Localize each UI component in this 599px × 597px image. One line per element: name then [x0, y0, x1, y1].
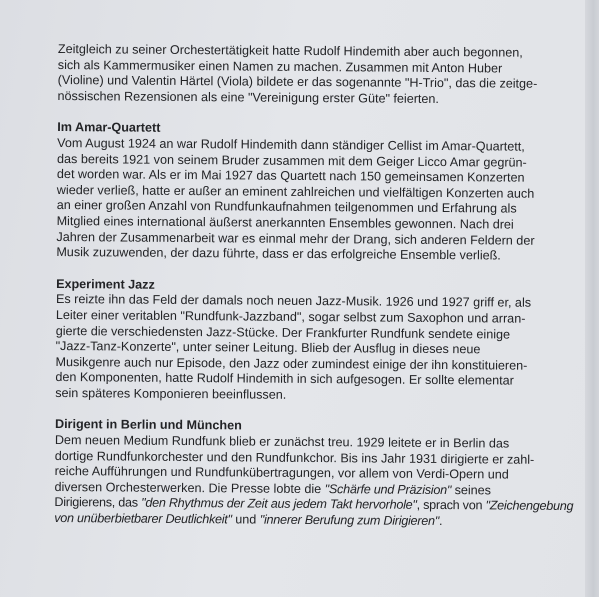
intro-paragraph — [58, 42, 558, 108]
text-segment: , sprach von — [416, 498, 486, 513]
text-segment: seines — [451, 482, 492, 498]
text-line: Musikgenre auch nur Episode, den Jazz oder zumindest einige der ihn konstituieren- — [55, 354, 528, 373]
quote-text: "den Rhythmus der Zeit aus jedem Takt hervorhole" — [141, 496, 417, 513]
text-line: an einer großen Anzahl von Rundfunkaufnahmen teilgenommen und Erfahrung als — [56, 198, 517, 216]
text-line: reiche Aufführungen und Rundfunkübertragungen, vor allem von Verdi-Opern und — [54, 464, 509, 482]
section-heading: Dirigent in Berlin und München — [54, 417, 242, 433]
quote-text: von unüberbietbarer Deutlichkeit" — [54, 511, 232, 527]
quote-text: "innerer Berufung zum Dirigieren" — [259, 512, 440, 529]
text-segment: und — [231, 512, 260, 527]
text-line: (Violine) und Valentin Härtel (Viola) bildete er das sogenannte "H-Trio", das die zeitge- — [57, 73, 538, 91]
text-line: sein späteres Komponieren beeinflussen. — [55, 385, 287, 402]
text-line: Leiter einer veritablen "Rundfunk-Jazzband", sogar selbst zum Saxophon und arran- — [55, 307, 526, 326]
text-line: das bereits 1921 von seinem Bruder zusammen mit dem Geiger Licco Amar gegrün- — [57, 151, 527, 170]
text-line: nössischen Rezensionen als eine "Vereinigung erster Güte" feierten. — [57, 88, 440, 106]
text-line: Dem neuen Medium Rundfunk blieb er zunächst treu. 1929 leitete er in Berlin das — [54, 433, 510, 451]
quote-text: "Zeichengebung — [485, 498, 574, 514]
text-line: sich als Kammermusiker einen Namen zu machen. Zusammen mit Anton Huber — [57, 57, 503, 76]
text-line: Musik zuzuwenden, der dazu führte, dass er das erfolgreiche Ensemble verließ. — [56, 245, 501, 263]
text-line: "Jazz-Tanz-Konzerte", unter seiner Leitung. Blieb der Ausflug in dieses neue — [55, 339, 481, 357]
text-line: det worden war. Als er im Mai 1927 das Quartett nach 150 gemeinsamen Konzerten — [56, 167, 525, 185]
text-line: gierte die verschiedensten Jazz-Stücke. Der Frankfurter Rundfunk sendete einige — [55, 323, 511, 342]
text-segment: Dirigierens, das — [54, 495, 142, 511]
document-text — [54, 42, 574, 531]
text-line: Jahren der Zusammenarbeit war es einmal mehr der Drang, sich anderen Feldern der — [56, 229, 535, 248]
quote-text: "Schärfe und Präzision" — [324, 481, 452, 497]
section-dirigent — [54, 417, 574, 530]
text-segment: . — [438, 514, 443, 529]
text-line: Mitglied eines international äußerst anerkannten Ensembles gewonnen. Nach drei — [56, 213, 514, 232]
page-fold-edge — [585, 0, 599, 597]
text-line: Vom August 1924 an war Rudolf Hindemith dann ständiger Cellist im Amar-Quartett, — [57, 135, 525, 154]
section-heading: Im Amar-Quartett — [57, 120, 161, 136]
text-line: Zeitgleich zu seiner Orchestertätigkeit hatte Rudolf Hindemith aber auch begonnen, — [57, 42, 523, 60]
text-line: den Komponenten, hatte Rudolf Hindemith in sich aufgesogen. Er sollte elementar — [55, 370, 514, 388]
text-line: dortige Rundfunkorchester und den Rundfunkchor. Bis ins Jahr 1931 dirigierte er zahl- — [54, 448, 535, 467]
text-line: wieder verließ, hatte er außer an eminent zahlreichen und vielfältigen Konzerten auch — [56, 182, 535, 201]
section-heading: Experiment Jazz — [56, 276, 155, 292]
section-amar-quartett — [56, 120, 557, 264]
text-segment: diversen Orchesterwerken. Die Presse lobte die — [54, 479, 325, 496]
text-line: Es reizte ihn das Feld der damals noch neuen Jazz-Musik. 1926 und 1927 griff er, als — [55, 292, 532, 311]
section-experiment-jazz — [55, 277, 556, 406]
